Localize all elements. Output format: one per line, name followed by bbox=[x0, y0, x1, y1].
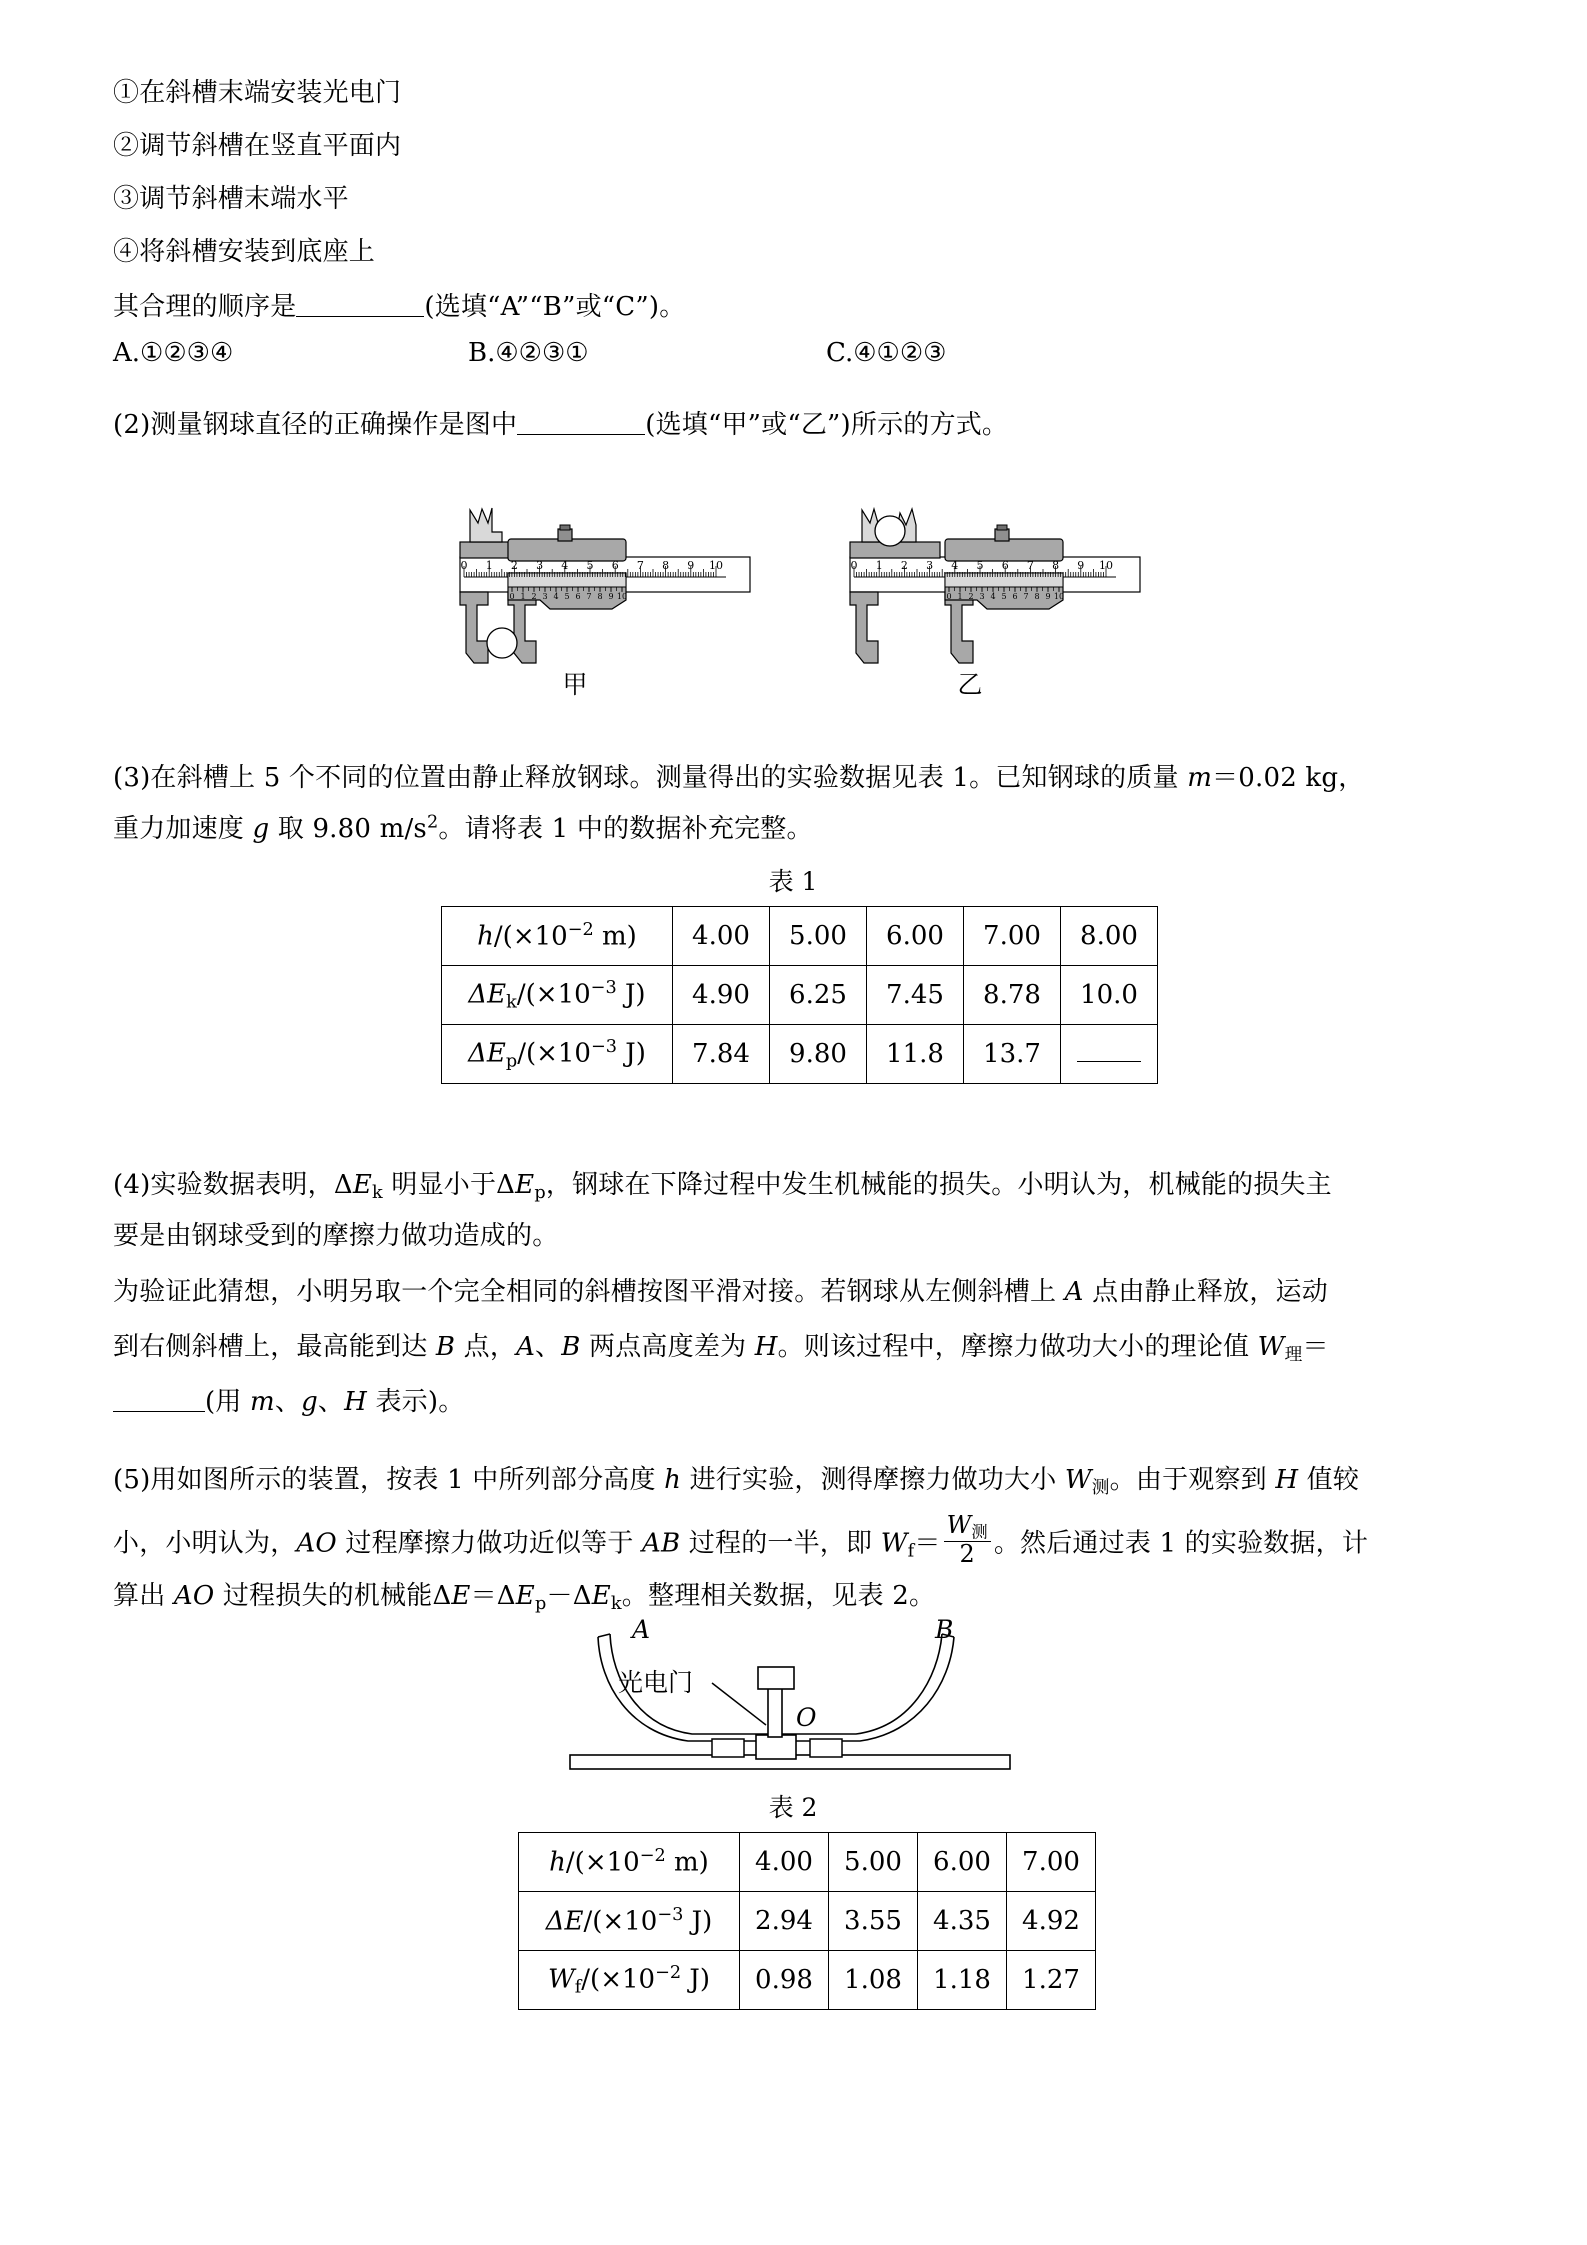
svg-text:7: 7 bbox=[586, 592, 592, 601]
fraction-W-over-2 bbox=[944, 1513, 991, 1567]
table-cell[interactable]: 4.35 bbox=[918, 1892, 1007, 1951]
table-row bbox=[442, 966, 1158, 1025]
svg-text:5: 5 bbox=[1001, 592, 1007, 601]
option-c[interactable]: C.④①②③ bbox=[826, 338, 947, 368]
row-header: $\Delta E_k/(\times 10^{-3}$ J) bbox=[442, 966, 673, 1025]
svg-text:4: 4 bbox=[951, 559, 959, 572]
q4-t6: 点由静止释放，运动 bbox=[1083, 1277, 1328, 1307]
table-cell[interactable]: 4.00 bbox=[740, 1833, 829, 1892]
question-5-line1 bbox=[113, 1455, 1503, 1506]
q4-var-W: W bbox=[1257, 1332, 1285, 1362]
table-cell[interactable]: 13.7 bbox=[964, 1025, 1061, 1084]
svg-text:9: 9 bbox=[1045, 592, 1051, 601]
q4-t5: 为验证此猜想，小明另取一个完全相同的斜槽按图平滑对接。若钢球从左侧斜槽上 bbox=[113, 1277, 1065, 1307]
table1-caption: 表 1 bbox=[768, 867, 818, 896]
svg-text:8: 8 bbox=[597, 592, 603, 601]
q4-t4: 要是由钢球受到的摩擦力做功造成的。 bbox=[113, 1221, 559, 1251]
table-cell[interactable]: 7.45 bbox=[867, 966, 964, 1025]
option-a[interactable]: A.①②③④ bbox=[113, 338, 234, 368]
table-cell[interactable]: 5.00 bbox=[770, 907, 867, 966]
svg-text:6: 6 bbox=[1012, 592, 1018, 601]
table-cell[interactable]: 8.00 bbox=[1061, 907, 1158, 966]
step-2-text: ②调节斜槽在竖直平面内 bbox=[113, 131, 402, 161]
table-2 bbox=[518, 1832, 1096, 2010]
step-item-2 bbox=[113, 121, 1503, 172]
table-cell[interactable]: 11.8 bbox=[867, 1025, 964, 1084]
table-cell[interactable]: 7.84 bbox=[673, 1025, 770, 1084]
svg-text:5: 5 bbox=[586, 559, 594, 572]
row-header: $\Delta E_p/(\times 10^{-3}$ J) bbox=[442, 1025, 673, 1084]
q5-var-h: h bbox=[664, 1465, 682, 1495]
q5-sub-ce: 测 bbox=[1091, 1477, 1110, 1498]
svg-text:3: 3 bbox=[542, 592, 548, 601]
step-1-text: ①在斜槽末端安装光电门 bbox=[113, 78, 402, 108]
svg-text:4: 4 bbox=[990, 592, 996, 601]
q4-var-B: B bbox=[435, 1332, 456, 1362]
q5-frac-sub: 测 bbox=[971, 1522, 988, 1542]
q4-var-Ek: E bbox=[352, 1170, 372, 1200]
q4-t3: ，钢球在下降过程中发生机械能的损失。小明认为，机械能的损失主 bbox=[545, 1170, 1332, 1200]
q3-text-e: 。请将表 1 中的数据补充完整。 bbox=[438, 814, 813, 844]
q4-t2: 明显小于Δ bbox=[382, 1170, 516, 1200]
svg-text:5: 5 bbox=[564, 592, 570, 601]
table-row bbox=[442, 907, 1158, 966]
svg-text:8: 8 bbox=[1052, 559, 1060, 572]
svg-text:0: 0 bbox=[850, 559, 858, 572]
svg-text:10: 10 bbox=[1053, 592, 1065, 601]
q4-t13: 、 bbox=[274, 1387, 302, 1417]
q5-t11: 。整理相关数据，见表 2。 bbox=[621, 1581, 936, 1611]
q4-var-A: A bbox=[1064, 1277, 1084, 1307]
q5-t9: 算出 bbox=[113, 1581, 174, 1611]
row-header: $W_f/(\times 10^{-2}$ J) bbox=[519, 1951, 740, 2010]
q2-answer-blank[interactable] bbox=[517, 434, 645, 435]
table-1 bbox=[441, 906, 1158, 1084]
q3-text-b: ＝0.02 kg， bbox=[1212, 763, 1365, 793]
order-answer-blank[interactable] bbox=[296, 316, 424, 317]
svg-text:10: 10 bbox=[1099, 559, 1113, 572]
q3-var-m: m bbox=[1187, 763, 1213, 793]
svg-text:6: 6 bbox=[611, 559, 619, 572]
q4-answer-blank[interactable] bbox=[113, 1411, 205, 1412]
svg-text:4: 4 bbox=[553, 592, 559, 601]
q5-eq: ＝ bbox=[914, 1528, 941, 1559]
svg-text:9: 9 bbox=[608, 592, 614, 601]
step-item-4 bbox=[113, 227, 1503, 278]
question-5-line2 bbox=[113, 1513, 1503, 1569]
step-3-text: ③调节斜槽末端水平 bbox=[113, 184, 349, 214]
q4-t7: 到右侧斜槽上，最高能到达 bbox=[113, 1332, 436, 1362]
table-cell[interactable]: 9.80 bbox=[770, 1025, 867, 1084]
svg-text:10: 10 bbox=[709, 559, 723, 572]
svg-text:5: 5 bbox=[976, 559, 984, 572]
q4-t1: (4)实验数据表明，Δ bbox=[113, 1170, 353, 1200]
row-header: $h/(\times 10^{-2}$ m) bbox=[442, 907, 673, 966]
fraction-denominator: 2 bbox=[959, 1539, 975, 1568]
q5-sub-k: k bbox=[610, 1593, 622, 1614]
svg-text:0: 0 bbox=[460, 559, 468, 572]
q4-t14: 、 bbox=[317, 1387, 345, 1417]
svg-text:8: 8 bbox=[1034, 592, 1040, 601]
table-cell[interactable]: 1.08 bbox=[829, 1951, 918, 2010]
q5-t7: 过程的一半，即 bbox=[680, 1528, 881, 1559]
q4-var-H2: H bbox=[344, 1387, 367, 1417]
table-cell[interactable]: 0.98 bbox=[740, 1951, 829, 2010]
q5-var-E: E bbox=[451, 1581, 471, 1611]
svg-text:2: 2 bbox=[968, 592, 974, 601]
q4-t15: 表示)。 bbox=[367, 1387, 465, 1417]
row-header: $\Delta E/(\times 10^{-3}$ J) bbox=[519, 1892, 740, 1951]
caliper-yi bbox=[850, 509, 1140, 663]
table-row bbox=[519, 1833, 1096, 1892]
q5-t1: (5)用如图所示的装置，按表 1 中所列部分高度 bbox=[113, 1465, 665, 1495]
svg-text:2: 2 bbox=[900, 559, 908, 572]
step-item-1 bbox=[113, 68, 1503, 119]
q4-t10: 两点高度差为 bbox=[580, 1332, 755, 1362]
q5-t2: 进行实验，测得摩擦力做功大小 bbox=[681, 1465, 1065, 1495]
table-cell[interactable]: 1.27 bbox=[1007, 1951, 1096, 2010]
caliper-jia bbox=[460, 508, 750, 663]
svg-text:9: 9 bbox=[1077, 559, 1085, 572]
question-4-line1 bbox=[113, 1160, 1503, 1211]
q5-t8: 。然后通过表 1 的实验数据，计 bbox=[993, 1528, 1369, 1559]
fraction-numerator bbox=[944, 1513, 991, 1542]
svg-text:2: 2 bbox=[510, 559, 518, 572]
q4-var-m: m bbox=[250, 1387, 275, 1417]
option-b[interactable]: B.④②③① bbox=[468, 338, 589, 368]
svg-text:3: 3 bbox=[926, 559, 934, 572]
table-cell[interactable]: 4.92 bbox=[1007, 1892, 1096, 1951]
svg-text:7: 7 bbox=[1023, 592, 1029, 601]
q5-t4: 值较 bbox=[1298, 1465, 1360, 1495]
question-4-line5 bbox=[113, 1377, 1503, 1428]
q5-t10: 过程损失的机械能Δ bbox=[214, 1581, 452, 1611]
table-cell[interactable]: 10.0 bbox=[1061, 966, 1158, 1025]
table-cell[interactable]: 5.00 bbox=[829, 1833, 918, 1892]
svg-text:8: 8 bbox=[662, 559, 670, 572]
q5-var-Wf: W bbox=[880, 1528, 908, 1559]
q5-var-AO2: AO bbox=[173, 1581, 215, 1611]
q4-var-A2: A bbox=[516, 1332, 536, 1362]
svg-text:1: 1 bbox=[520, 592, 526, 601]
q5-sub-f: f bbox=[907, 1541, 915, 1562]
table-row bbox=[519, 1892, 1096, 1951]
q4-sub-li: 理 bbox=[1284, 1344, 1303, 1365]
q4-t11: 。则该过程中，摩擦力做功大小的理论值 bbox=[777, 1332, 1258, 1362]
svg-text:9: 9 bbox=[687, 559, 695, 572]
q4-sub-k: k bbox=[372, 1182, 383, 1203]
q5-var-AB: AB bbox=[642, 1528, 681, 1559]
q2-before: (2)测量钢球直径的正确操作是图中 bbox=[113, 410, 518, 440]
q2-after: (选填“甲”或“乙”)所示的方式。 bbox=[645, 410, 1009, 440]
svg-text:1: 1 bbox=[957, 592, 963, 601]
table-cell[interactable]: 1.18 bbox=[918, 1951, 1007, 2010]
question-4-line2 bbox=[113, 1211, 1503, 1262]
table-cell[interactable]: 4.90 bbox=[673, 966, 770, 1025]
question-4-line3 bbox=[113, 1267, 1503, 1318]
q4-eq: ＝ bbox=[1302, 1332, 1329, 1362]
table-cell[interactable]: 8.78 bbox=[964, 966, 1061, 1025]
q5-t5: 小，小明认为， bbox=[113, 1528, 297, 1559]
svg-text:3: 3 bbox=[536, 559, 544, 572]
q5-sub-p: p bbox=[534, 1593, 547, 1614]
question-4-line4 bbox=[113, 1322, 1503, 1373]
table2-caption: 表 2 bbox=[768, 1793, 818, 1822]
svg-text:6: 6 bbox=[575, 592, 581, 601]
table-cell[interactable]: 7.00 bbox=[1007, 1833, 1096, 1892]
svg-text:0: 0 bbox=[946, 592, 952, 601]
table-cell[interactable]: 7.00 bbox=[964, 907, 1061, 966]
q4-t9: 、 bbox=[535, 1332, 562, 1362]
table-cell[interactable]: 4.00 bbox=[673, 907, 770, 966]
caliper-figures bbox=[420, 505, 1200, 720]
q5-var-W: W bbox=[1064, 1465, 1092, 1495]
order-prompt bbox=[113, 282, 1503, 333]
svg-text:3: 3 bbox=[979, 592, 985, 601]
q3-var-g: g bbox=[252, 814, 270, 844]
svg-text:0: 0 bbox=[509, 592, 515, 601]
caliper-jia-label: 甲 bbox=[562, 670, 588, 699]
q5-eq1: ＝Δ bbox=[470, 1581, 516, 1611]
order-prompt-before: 其合理的顺序是 bbox=[113, 292, 297, 322]
svg-text:7: 7 bbox=[636, 559, 644, 572]
order-prompt-after: (选填“A”“B”或“C”)。 bbox=[424, 292, 686, 322]
q5-var-H: H bbox=[1275, 1465, 1299, 1495]
apparatus-label-O: O bbox=[796, 1703, 817, 1732]
q5-var-AO: AO bbox=[296, 1528, 337, 1559]
table-cell[interactable]: 2.94 bbox=[740, 1892, 829, 1951]
q3-text-c: 重力加速度 bbox=[113, 814, 253, 844]
table-cell[interactable]: 6.00 bbox=[918, 1833, 1007, 1892]
q3-text-d: 取 9.80 m/s bbox=[269, 814, 427, 844]
table-row bbox=[519, 1951, 1096, 2010]
apparatus-label-A: A bbox=[632, 1615, 651, 1644]
svg-text:1: 1 bbox=[485, 559, 493, 572]
q4-var-H: H bbox=[754, 1332, 778, 1362]
row-header: $h/(\times 10^{-2}$ m) bbox=[519, 1833, 740, 1892]
step-item-3 bbox=[113, 174, 1503, 225]
q5-var-Ep: E bbox=[515, 1581, 535, 1611]
table-cell[interactable]: 3.55 bbox=[829, 1892, 918, 1951]
apparatus-figure bbox=[560, 1615, 1030, 1785]
table-cell[interactable] bbox=[1061, 1025, 1158, 1084]
q5-minus: －Δ bbox=[546, 1581, 592, 1611]
photogate-label: 光电门 bbox=[618, 1668, 694, 1697]
q4-var-B2: B bbox=[561, 1332, 581, 1362]
question-2 bbox=[113, 400, 1503, 451]
step-4-text: ④将斜槽安装到底座上 bbox=[113, 237, 376, 267]
caliper-yi-label: 乙 bbox=[957, 670, 983, 699]
q3-text-a: (3)在斜槽上 5 个不同的位置由静止释放钢球。测量得出的实验数据见表 1。已知钢球的质量 bbox=[113, 763, 1188, 793]
q3-exp: 2 bbox=[426, 812, 439, 833]
svg-text:6: 6 bbox=[1001, 559, 1009, 572]
svg-text:4: 4 bbox=[561, 559, 569, 572]
q5-t3: 。由于观察到 bbox=[1109, 1465, 1276, 1495]
q4-t12: (用 bbox=[205, 1387, 251, 1417]
apparatus-svg bbox=[560, 1615, 1030, 1785]
table-row bbox=[442, 1025, 1158, 1084]
calipers-svg bbox=[420, 505, 1200, 720]
apparatus-label-B: B bbox=[935, 1615, 954, 1644]
table-cell[interactable]: 6.25 bbox=[770, 966, 867, 1025]
q5-t6: 过程摩擦力做功近似等于 bbox=[336, 1528, 643, 1559]
q5-frac-W: W bbox=[946, 1511, 972, 1539]
svg-text:10: 10 bbox=[616, 592, 628, 601]
q4-t8: 点， bbox=[455, 1332, 517, 1362]
table-cell-blank[interactable] bbox=[1077, 1045, 1141, 1062]
svg-text:1: 1 bbox=[875, 559, 883, 572]
table-cell[interactable]: 6.00 bbox=[867, 907, 964, 966]
q4-var-Ep: E bbox=[515, 1170, 535, 1200]
q5-var-Ek: E bbox=[591, 1581, 611, 1611]
q4-sub-p: p bbox=[534, 1182, 546, 1203]
option-row bbox=[113, 338, 1503, 374]
q4-var-g: g bbox=[301, 1387, 318, 1417]
question-3-line2 bbox=[113, 804, 1503, 855]
svg-text:7: 7 bbox=[1026, 559, 1034, 572]
svg-text:2: 2 bbox=[531, 592, 537, 601]
question-3-line1 bbox=[113, 753, 1503, 804]
